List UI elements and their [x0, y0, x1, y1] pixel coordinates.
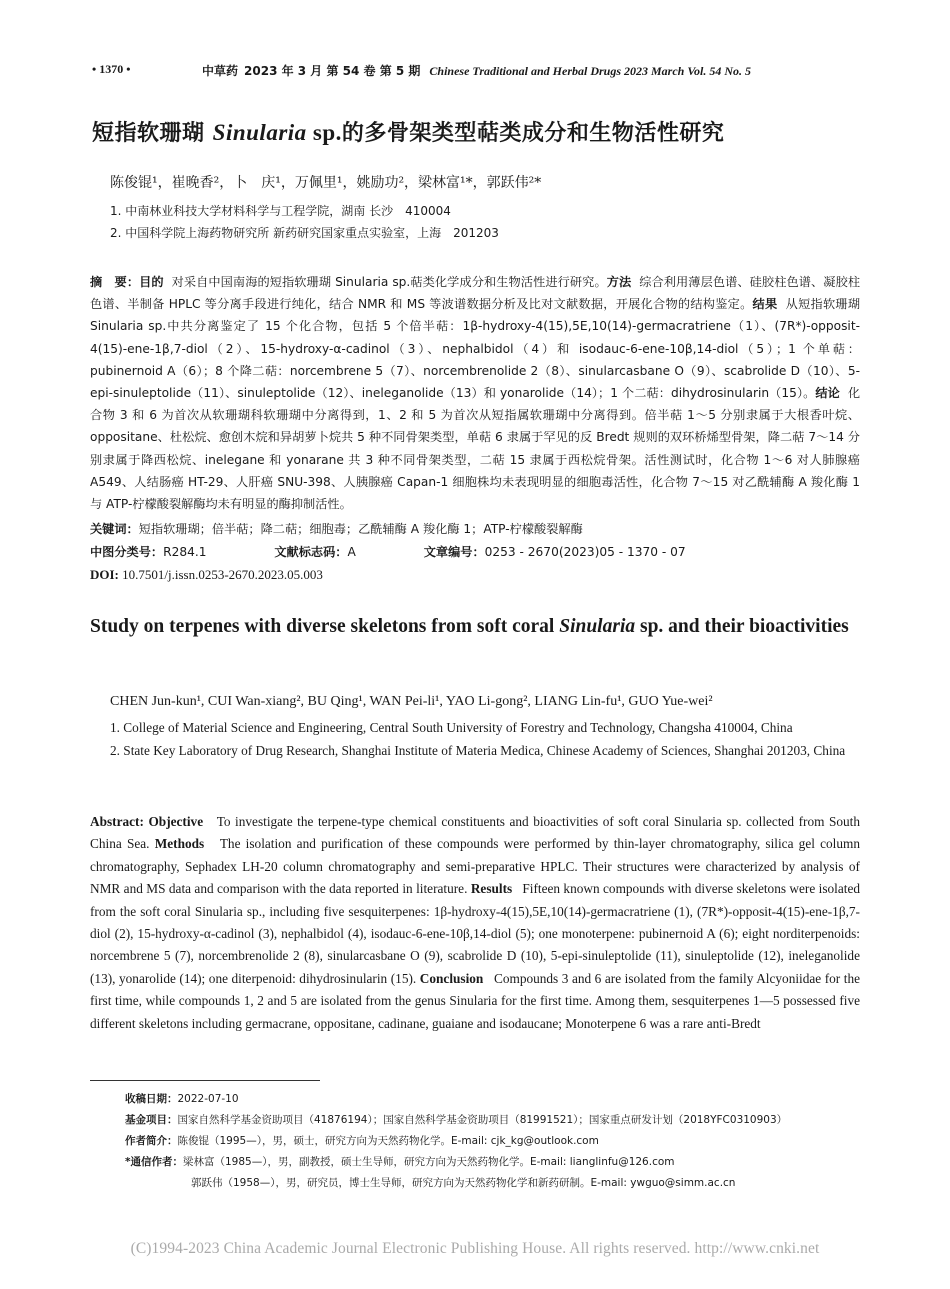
- title-cn: 短指软珊瑚 Sinularia sp.的多骨架类型萜类成分和生物活性研究: [92, 120, 725, 146]
- abstract-en-objective: To investigate the terpene-type chemical constituents and bioactivities of soft coral Sinularia sp. collected from South China Sea.: [90, 814, 860, 852]
- doi-row: DOI: 10.7501/j.issn.0253-2670.2023.05.003: [90, 567, 323, 582]
- footnote-author-bio: 作者简介：陈俊锟（1995—），男，硕士，研究方向为天然药物化学。E-mail: cjk_kg@outlook.com: [125, 1135, 599, 1147]
- affiliation-cn-2: 2. 中国科学院上海药物研究所 新药研究国家重点实验室，上海 201203: [110, 226, 499, 240]
- running-header: [92, 62, 862, 82]
- abstract-cn-results: 从短指软珊瑚 Sinularia sp.中共分离鉴定了 15 个化合物，包括 5 个倍半萜：1β-hydroxy-4(15),5E,10(14)-germacratriene（1）、(7R*)-opposit-4(15)-ene-1β,7-diol（2）、15-hydroxy-α-cadinol（3）、nephalbidol（4）和 isodauc-6-ene-10β,14-diol（5）；1 个单萜：pubinernoid A（6）；8 个降二萜：norcembrene 5（7）、norcembrenolide 2（8）、sinularcasbane O（9）、scabrolide D（10）、5-epi-sinuleptolide（11）、sinuleptolide（12）、ineleganolide（13）和 yonarolide（14）；1 个二萜：dihydrosinularin（15）。: [90, 297, 861, 401]
- abstract-en-results: Fifteen known compounds with diverse skeletons were isolated from the soft coral Sinularia sp., including five sesquiterpenes: 1β-hydroxy-4(15),5E,10(14)-germacratriene (1), (7R*)-opposit-4(15)-ene-1β,7-diol (2), 15-hydroxy-α-cadinol (3), nephalbidol (4), isodauc-6-ene-10β,14-diol (5); one monoterpene: pubinernoid A (6); eight norditerpenoids: norcembrene 5 (7), norcembrenolide 2 (8), sinularcasbane O (9), scabrolide D (10), 5-epi-sinuleptolide (11), sinuleptolide (12), ineleganolide (13), yonarolide (14); one diterpenoid: dihydrosinularin (15).: [90, 881, 861, 986]
- affiliation-en-1: 1. College of Material Science and Engineering, Central South University of Forestry and Technology, Changsha 410004, China: [110, 720, 793, 735]
- abstract-cn-objective: 对采自中国南海的短指软珊瑚 Sinularia sp.萜类化学成分和生物活性进行研究。: [171, 275, 607, 289]
- abstract-en-methods: The isolation and purification of these compounds were performed by thin-layer chromatography, silica gel column chromatography, Sephadex LH-20 column chromatography and semi-preparative HPLC. Their structures were characterized by analysis of NMR and MS data and comparison with the data reported in literature.: [90, 836, 861, 897]
- genus-name-en: Sinularia: [559, 616, 636, 637]
- issue-cn: 2023 年 3 月 第 54 卷 第 5 期: [244, 64, 421, 78]
- doc-code: 文献标志码：A: [274, 545, 356, 559]
- abstract-cn-methods: 综合利用薄层色谱、硅胶柱色谱、凝胶柱色谱、半制备 HPLC 等分离手段进行纯化，结合 NMR 和 MS 等波谱数据分析及比对文献数据，开展化合物的结构鉴定。: [90, 275, 861, 312]
- footnote-funding: 基金项目：国家自然科学基金资助项目（41876194）；国家自然科学基金资助项目（81991521）；国家重点研发计划（2018YFC0310903）: [125, 1114, 788, 1126]
- doi-link[interactable]: 10.7501/j.issn.0253-2670.2023.05.003: [122, 567, 323, 582]
- abstract-cn: 摘 要：目的 对采自中国南海的短指软珊瑚 Sinularia sp.萜类化学成分和生物活性进行研究。方法 综合利用薄层色谱、硅胶柱色谱、凝胶柱色谱、半制备 HPLC 等分离手段进行纯化，结合 NMR 和 MS 等波谱数据分析及比对文献数据，开展化合物的结构鉴定。结果 从短指软珊瑚 Sinularia sp.中共分离鉴定了 15 个化合物，包括 5 个倍半萜：1β-hydroxy-4(15),5E,10(14)-germacratriene（1）、(7R*)-opposit-4(15)-ene-1β,7-diol（2）、15-hydroxy-α-cadinol（3）、nephalbidol（4）和 isodauc-6-ene-10β,14-diol（5）；1 个单萜：pubinernoid A（6）；8 个降二萜：norcembrene 5（7）、norcembrenolide 2（8）、sinularcasbane O（9）、scabrolide D（10）、5-epi-sinuleptolide（11）、sinuleptolide（12）、ineleganolide（13）和 yonarolide（14）；1 个二萜：dihydrosinularin（15）。结论 化合物 3 和 6 为首次从软珊瑚科软珊瑚中分离得到，1、2 和 5 为首次从短指属软珊瑚中分离得到。倍半萜 1～5 分别隶属于大根香叶烷、oppositane、杜松烷、愈创木烷和异胡萝卜烷共 5 种不同骨架类型，单萜 6 隶属于罕见的反 Bredt 规则的双环桥烯型骨架，降二萜 7～14 分别隶属于降西松烷、inelegane 和 yonarane 共 3 种不同骨架类型，二萜 15 隶属于西松烷骨架。活性测试时，化合物 1～6 对人肺腺癌 A549、人结肠癌 HT-29、人肝癌 SNU-398、人胰腺癌 Capan-1 细胞株均未表现明显的细胞毒活性，化合物 7～15 对乙酰辅酶 A 羧化酶 1 与 ATP-柠檬酸裂解酶均未有明显的酶抑制活性。: [90, 275, 861, 512]
- genus-name: Sinularia: [212, 120, 307, 145]
- footnote-received: 收稿日期：2022-07-10: [125, 1093, 239, 1105]
- affiliation-cn-1: 1. 中南林业科技大学材料科学与工程学院，湖南 长沙 410004: [110, 204, 451, 218]
- footnote-rule: [90, 1080, 320, 1081]
- journal-issue: [202, 62, 862, 82]
- journal-name-cn: 中草药: [202, 64, 239, 78]
- abstract-en: Abstract: Objective To investigate the terpene-type chemical constituents and bioactivities of soft coral Sinularia sp. collected from South China Sea. Methods The isolation and purification of these compounds were performed by thin-layer chromatography, silica gel column chromatography, Sephadex LH-20 column chromatography and semi-preparative HPLC. Their structures were characterized by analysis of NMR and MS data and comparison with the data reported in literature. Results Fifteen known compounds with diverse skeletons were isolated from the soft coral Sinularia sp., including five sesquiterpenes: 1β-hydroxy-4(15),5E,10(14)-germacratriene (1), (7R*)-opposit-4(15)-ene-1β,7-diol (2), 15-hydroxy-α-cadinol (3), nephalbidol (4), isodauc-6-ene-10β,14-diol (5); one monoterpene: pubinernoid A (6); eight norditerpenoids: norcembrene 5 (7), norcembrenolide 2 (8), sinularcasbane O (9), scabrolide D (10), 5-epi-sinuleptolide (11), sinuleptolide (12), ineleganolide (13), yonarolide (14); one diterpenoid: dihydrosinularin (15). Conclusion Compounds 3 and 6 are isolated from the family Alcyoniidae for the first time, while compounds 1, 2 and 5 are isolated from the genus Sinularia for the first time. Among them, sesquiterpenes 1—5 possessed five different skeletons including germacrane, oppositane, cadinane, guaiane and isodaucane; Monoterpene 6 was a rare anti-Bredt: [90, 814, 861, 1031]
- journal-name-en: Chinese Traditional and Herbal Drugs 2023 March Vol. 54 No. 5: [429, 64, 752, 78]
- keywords-cn: 关键词：短指软珊瑚；倍半萜；降二萜；细胞毒；乙酰辅酶 A 羧化酶 1；ATP-柠檬酸裂解酶: [90, 522, 583, 536]
- affiliation-en-2: 2. State Key Laboratory of Drug Research, Shanghai Institute of Materia Medica, Chinese Academy of Sciences, Shanghai 201203, China: [110, 743, 846, 758]
- classification-row: [90, 541, 860, 563]
- article-no: 文章编号：0253 - 2670(2023)05 - 1370 - 07: [423, 545, 686, 559]
- clc: 中图分类号：R284.1: [90, 545, 207, 559]
- title-en: Study on terpenes with diverse skeletons from soft coral Sinularia sp. and their bioactivities: [90, 616, 849, 637]
- page-number: • 1370 •: [92, 62, 131, 76]
- footnote-corresponding: *通信作者：梁林富（1985—），男，副教授，硕士生导师，研究方向为天然药物化学。E-mail: lianglinfu@126.com: [125, 1156, 675, 1168]
- authors-cn: 陈俊锟¹，崔晚香²，卜 庆¹，万佩里¹，姚励功²，梁林富¹*，郭跃伟²*: [110, 175, 542, 191]
- cnki-watermark: (C)1994-2023 China Academic Journal Electronic Publishing House. All rights reserved. http://www.cnki.net: [130, 1240, 820, 1257]
- abstract-en-conclusion: Compounds 3 and 6 are isolated from the family Alcyoniidae for the first time, while compounds 1, 2 and 5 are isolated from the genus Sinularia for the first time. Among them, sesquiterpenes 1—5 possessed five different skeletons including germacrane, oppositane, cadinane, guaiane and isodaucane; Monoterpene 6 was a rare anti-Bredt: [90, 970, 860, 1031]
- abstract-cn-conclusion: 化合物 3 和 6 为首次从软珊瑚科软珊瑚中分离得到，1、2 和 5 为首次从短指属软珊瑚中分离得到。倍半萜 1～5 分别隶属于大根香叶烷、oppositane、杜松烷、愈创木烷和异胡萝卜烷共 5 种不同骨架类型，单萜 6 隶属于罕见的反 Bredt 规则的双环桥烯型骨架，降二萜 7～14 分别隶属于降西松烷、inelegane 和 yonarane 共 3 种不同骨架类型，二萜 15 隶属于西松烷骨架。活性测试时，化合物 1～6 对人肺腺癌 A549、人结肠癌 HT-29、人肝癌 SNU-398、人胰腺癌 Capan-1 细胞株均未表现明显的细胞毒活性，化合物 7～15 对乙酰辅酶 A 羧化酶 1 与 ATP-柠檬酸裂解酶均未有明显的酶抑制活性。: [90, 386, 861, 512]
- footnote-corresponding-2: 郭跃伟（1958—），男，研究员，博士生导师，研究方向为天然药物化学和新药研制。E-mail: ywguo@simm.ac.cn: [191, 1177, 736, 1189]
- authors-en: CHEN Jun-kun¹, CUI Wan-xiang², BU Qing¹, WAN Pei-li¹, YAO Li-gong², LIANG Lin-fu¹, GUO Yue-wei²: [110, 694, 713, 709]
